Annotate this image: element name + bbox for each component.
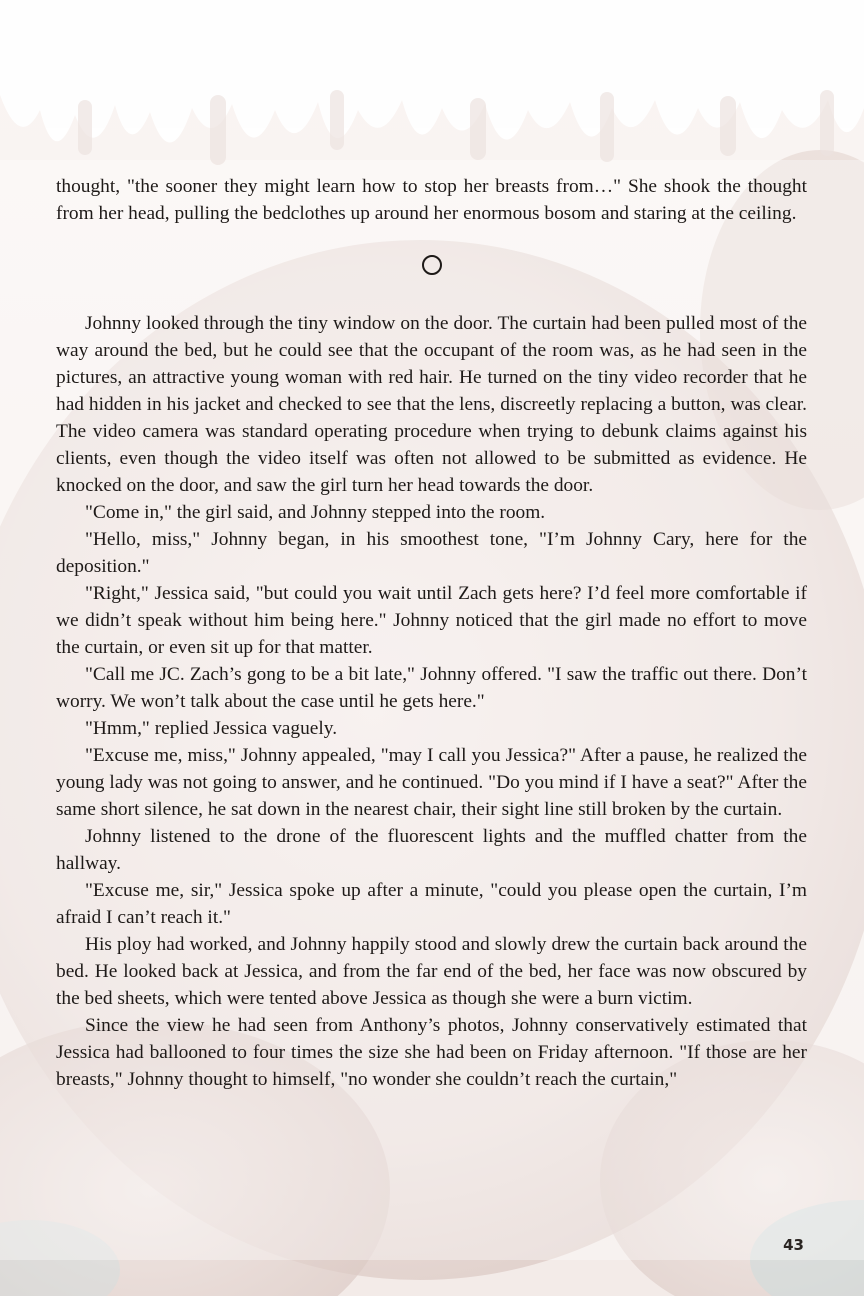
paragraph: "Right," Jessica said, "but could you wait until Zach gets here? I’d feel more comfortable if we didn’t speak without him being here." Johnny noticed that the girl made no effort to move the curtain, or even sit up for that matter. bbox=[56, 583, 807, 658]
paragraph: "Come in," the girl said, and Johnny stepped into the room. bbox=[85, 502, 546, 523]
paragraph: "Excuse me, sir," Jessica spoke up after a minute, "could you please open the curtain, I’m afraid I can’t reach it." bbox=[56, 880, 807, 928]
paragraph: Since the view he had seen from Anthony’s photos, Johnny conservatively estimated that Jessica had ballooned to four times the size she had been on Friday afternoon. "If those are her breasts," Johnny thought to himself, "no wonder she couldn’t reach the curtain," bbox=[56, 1015, 807, 1090]
paragraph: thought, "the sooner they might learn how to stop her breasts from…" She shook the thought from her head, pulling the bedclothes up around her enormous bosom and staring at the ceiling. bbox=[56, 176, 807, 224]
story-text bbox=[56, 173, 807, 1093]
paragraph: His ploy had worked, and Johnny happily stood and slowly drew the curtain back around the bed. He looked back at Jessica, and from the far end of the bed, her face was now obscured by the bed sheets, which were tented above Jessica as though she were a burn victim. bbox=[56, 934, 807, 1009]
paragraph: "Hello, miss," Johnny began, in his smoothest tone, "I’m Johnny Cary, here for the deposition." bbox=[56, 529, 807, 577]
hollow-circle-icon bbox=[422, 255, 442, 275]
paragraph: "Hmm," replied Jessica vaguely. bbox=[85, 718, 338, 739]
paragraph: "Excuse me, miss," Johnny appealed, "may I call you Jessica?" After a pause, he realized the young lady was not going to answer, and he continued. "Do you mind if I have a seat?" After the same short silence, he sat down in the nearest chair, their sight line still broken by the curtain. bbox=[56, 745, 807, 820]
paragraph: "Call me JC. Zach’s gong to be a bit late," Johnny offered. "I saw the traffic out there. Don’t worry. We won’t talk about the case until he gets here." bbox=[56, 664, 807, 712]
page-number: 43 bbox=[783, 1236, 804, 1254]
section-after-break bbox=[56, 310, 807, 1093]
paragraph: Johnny listened to the drone of the fluorescent lights and the muffled chatter from the hallway. bbox=[56, 826, 807, 874]
paragraph: Johnny looked through the tiny window on the door. The curtain had been pulled most of the way around the bed, but he could see that the occupant of the room was, as he had seen in the pictures, an attractive young woman with red hair. He turned on the tiny video recorder that he had hidden in his jacket and checked to see that the lens, discreetly replacing a button, was clear. The video camera was standard operating procedure when trying to debunk claims against his clients, even though the video itself was often not allowed to be submitted as evidence. He knocked on the door, and saw the girl turn her head towards the door. bbox=[56, 313, 807, 496]
section-before-break bbox=[56, 173, 807, 227]
